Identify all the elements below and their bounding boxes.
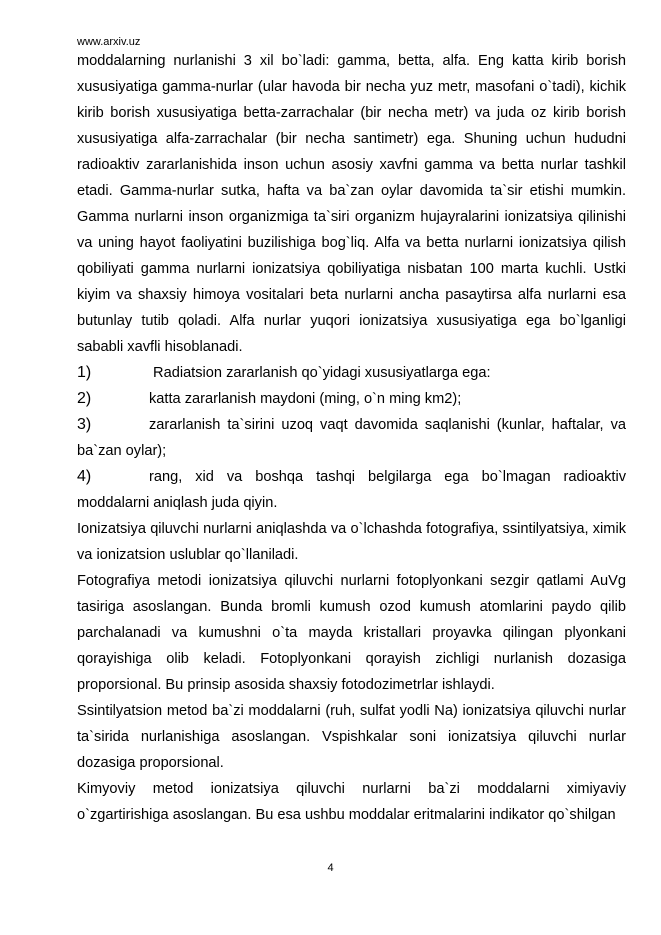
list-number: 3) [77,416,92,433]
paragraph-scintillation-method: Ssintilyatsion metod ba`zi moddalarni (ruh, sulfat yodli Na) ionizatsiya qiluvchi nurlar ta`sirida nurlanishiga asoslangan. Vspishkalar soni ionizatsiya qiluvchi nurlar dozasiga proporsional. [77,703,626,771]
list-number: 1) [77,364,92,381]
list-item-1 [77,360,626,386]
paragraph-detection-methods: Ionizatsiya qiluvchi nurlarni aniqlashda va o`lchashda fotografiya, ssintilyatsiya, ximik va ionizatsion uslublar qo`llaniladi. [77,521,626,563]
list-item-3 [77,412,626,464]
site-watermark: www.arxiv.uz [77,36,141,48]
list-number: 2) [77,390,92,407]
list-text: Radiatsion zararlanish qo`yidagi xususiyatlarga ega: [149,365,491,381]
paragraph-photographic-method: Fotografiya metodi ionizatsiya qiluvchi nurlarni fotoplyonkani sezgir qatlami AuVg tasiriga asoslangan. Bunda bromli kumush ozod kumush atomlarini paydo qilib parchalanadi va kumushni o`ta mayda kristallari proyavka qilingan plyonkani qorayishiga olib keladi. Fotoplyonkani qorayish zichligi nurlanish dozasiga proporsional. Bu prinsip asosida shaxsiy fotodozimetrlar ishlaydi. [77,573,626,693]
list-item-2 [77,386,626,412]
list-text: zararlanish ta`sirini uzoq vaqt davomida saqlanishi (kunlar, haftalar, va ba`zan oylar); [77,417,626,459]
list-text: katta zararlanish maydoni (ming, o`n ming km2); [149,391,462,407]
list-number: 4) [77,468,92,485]
page-number: 4 [327,862,334,874]
paragraph-chemical-method: Kimyoviy metod ionizatsiya qiluvchi nurlarni ba`zi moddalarni ximiyaviy o`zgartirishiga asoslangan. Bu esa ushbu moddalar eritmalarini indikator qo`shilgan [77,781,626,823]
list-item-4 [77,464,626,516]
list-text: rang, xid va boshqa tashqi belgilarga ega bo`lmagan radioaktiv moddalarni aniqlash juda qiyin. [77,469,626,511]
document-body [77,48,626,828]
paragraph-radiation-types: moddalarning nurlanishi 3 xil bo`ladi: gamma, betta, alfa. Eng katta kirib borish xususiyatiga gamma-nurlar (ular havoda bir necha yuz metr, masofani o`tadi), kichik kirib borish xususiyatiga betta-zarrachalar (bir necha metr) va juda oz kirib borish xususiyatiga alfa-zarrachalar (bir necha santimetr) ega. Shuning uchun hududni radioaktiv zararlanishida inson uchun asosiy xavfni gamma va betta nurlar tashkil etadi. Gamma-nurlar sutka, hafta va ba`zan oylar davomida ta`sir etishi mumkin. Gamma nurlarni inson organizmiga ta`siri organizm hujayralarini ionizatsiya qilinishi va uning hayot faoliyatini buzilishiga bog`liq. Alfa va betta nurlarni ionizatsiya qilish qobiliyati gamma nurlarni ionizatsiya qobiliyatiga nisbatan 100 marta kuchli. Ustki kiyim va shaxsiy himoya vositalari beta nurlarni ancha pasaytirsa alfa nurlarni esa butunlay tutib qoladi. Alfa nurlar yuqori ionizatsiya xususiyatiga ega bo`lganligi sababli xavfli hisoblanadi. [77,53,626,355]
